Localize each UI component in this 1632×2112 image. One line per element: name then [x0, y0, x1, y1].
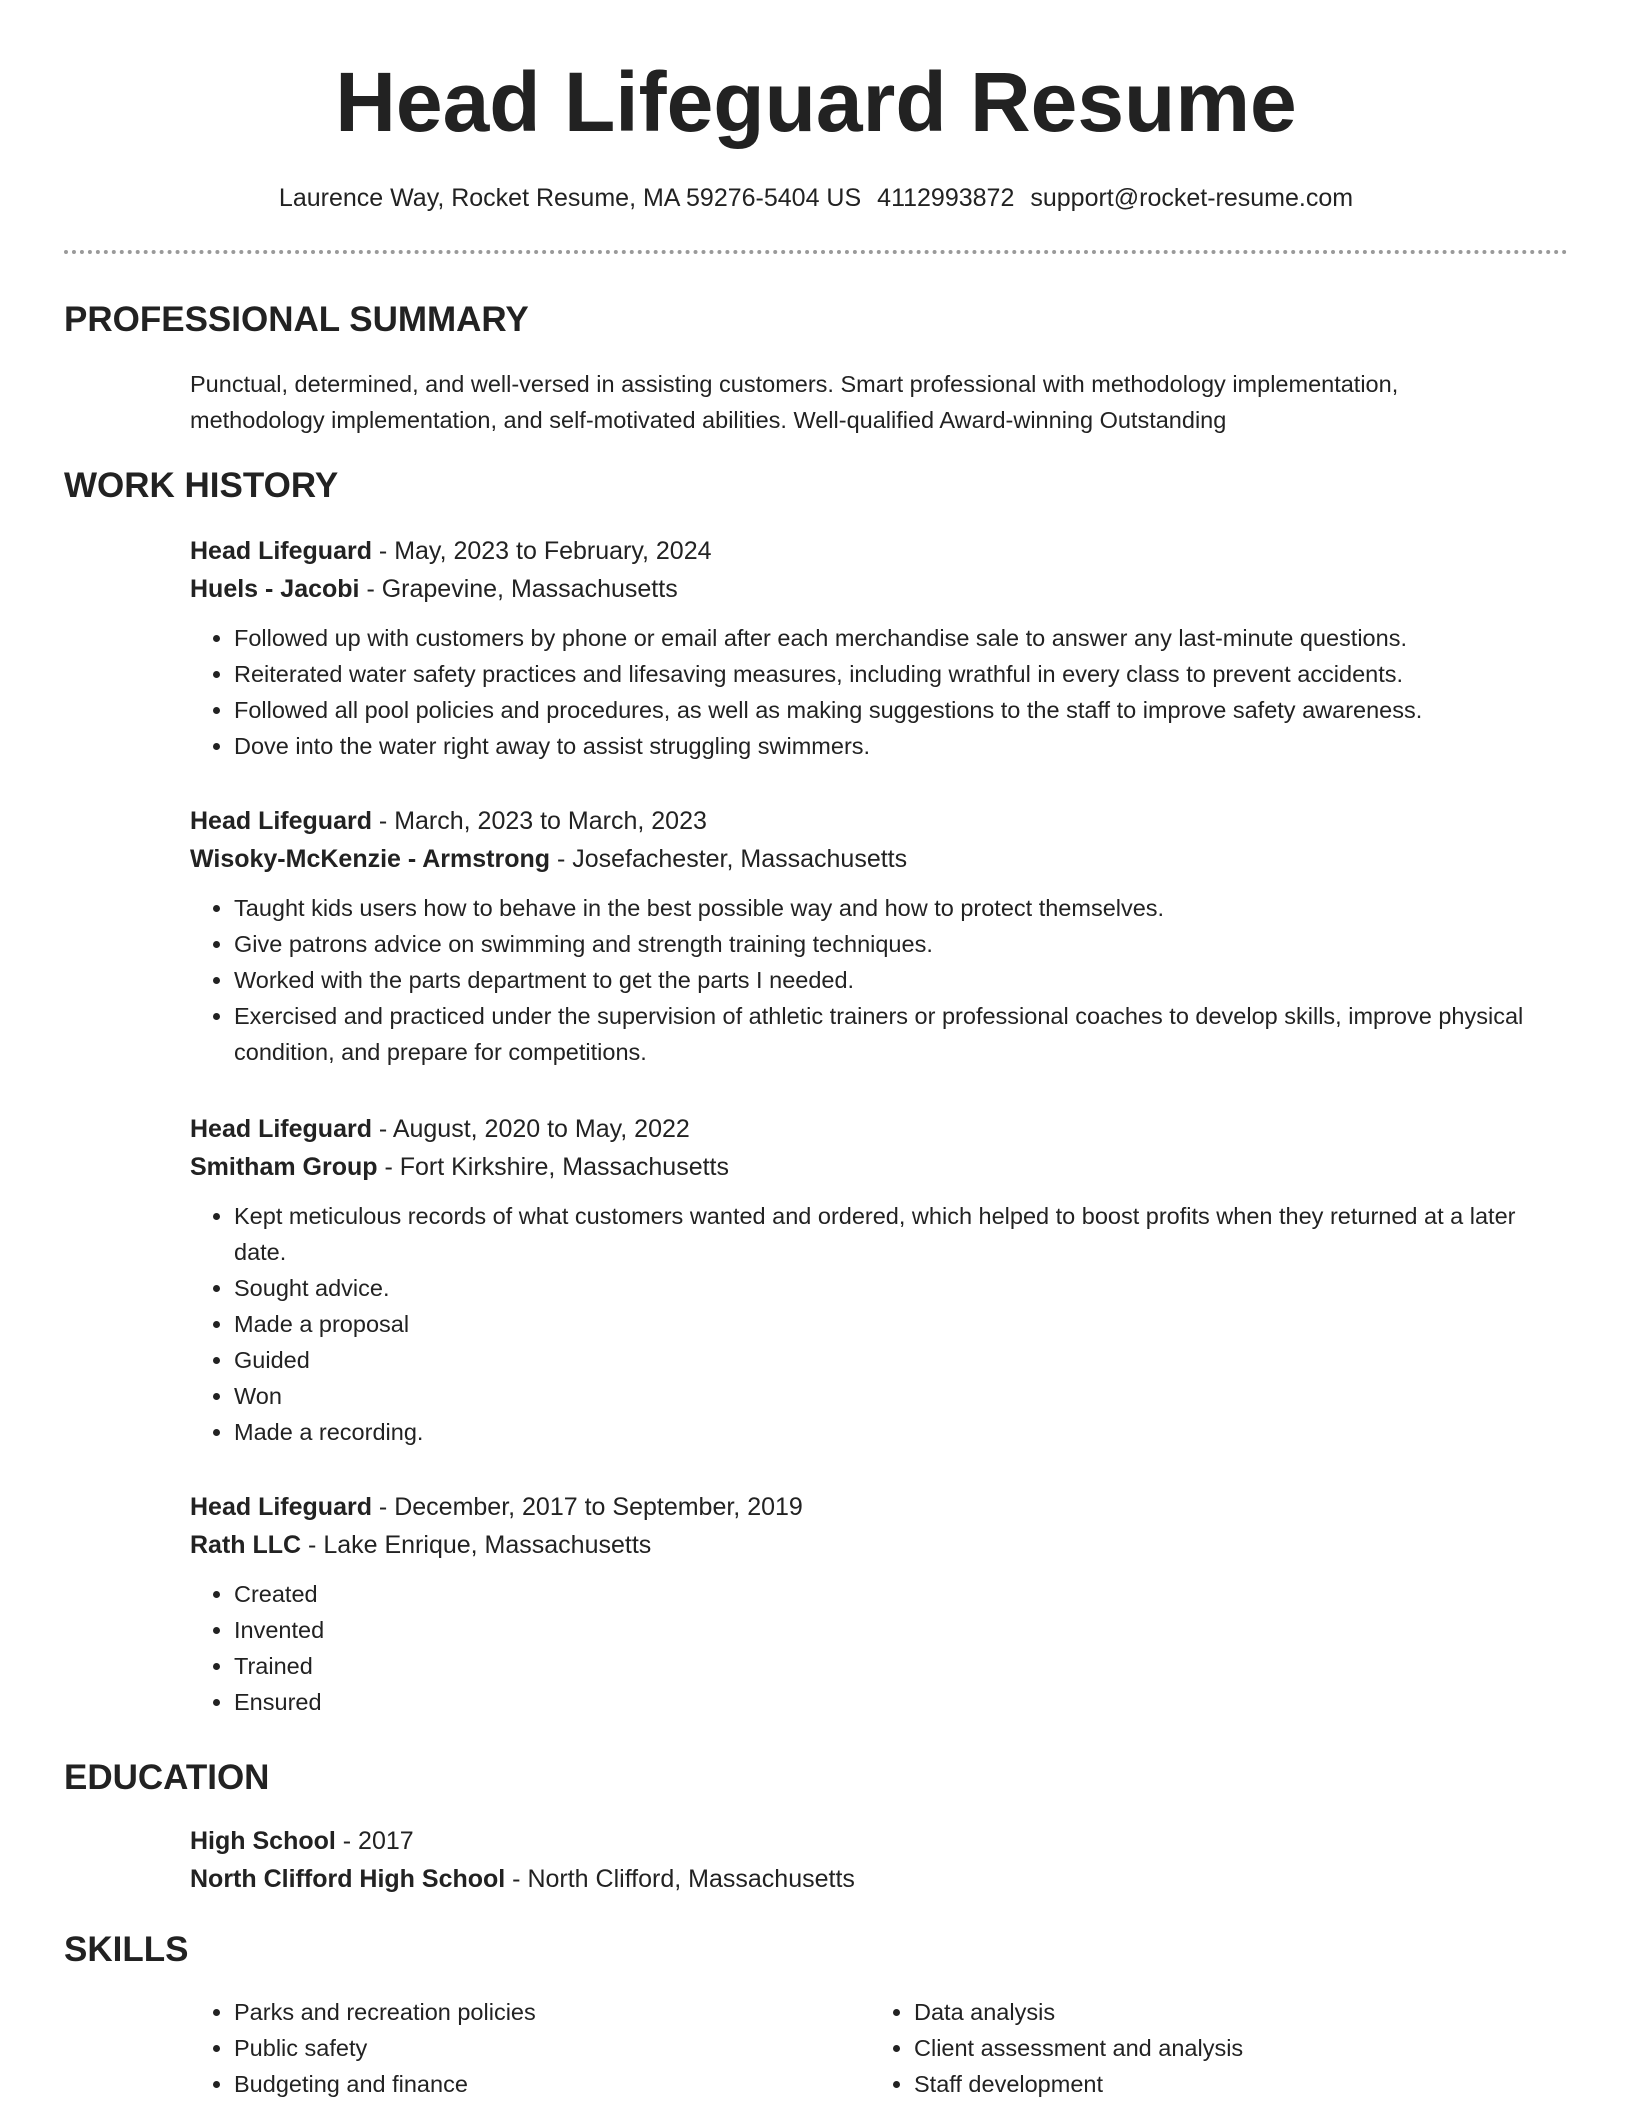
job-company: Rath LLC [190, 1531, 302, 1559]
job-company-line [190, 570, 1560, 608]
skill-item: • Public safety [234, 2030, 830, 2066]
job-bullets [190, 890, 1560, 1070]
skills-list [190, 1994, 830, 2102]
job-company-line [190, 1148, 1560, 1186]
education-location: - North Clifford, Massachusetts [505, 1865, 855, 1893]
job-bullet: • Followed all pool policies and procedures, as well as making suggestions to the staff to improve safety awareness. [234, 692, 1560, 728]
contact-phone: 4112993872 [877, 184, 1015, 212]
job-title-line [190, 1488, 1560, 1526]
job-entry [190, 1488, 1560, 1720]
job-bullets [190, 1198, 1560, 1450]
education-school: North Clifford High School [190, 1865, 506, 1893]
job-dates: - December, 2017 to September, 2019 [371, 1493, 803, 1521]
job-bullet: • Worked with the parts department to get the parts I needed. [234, 962, 1560, 998]
job-bullet: • Trained [234, 1648, 1560, 1684]
header-divider [64, 250, 1568, 254]
education-year: - 2017 [335, 1827, 414, 1855]
skill-item: • Data analysis [914, 1994, 1510, 2030]
job-bullet: • Invented [234, 1612, 1560, 1648]
job-company-line [190, 1526, 1560, 1564]
job-dates: - August, 2020 to May, 2022 [371, 1115, 690, 1143]
skills-column-right [870, 1994, 1510, 2102]
skills-heading: SKILLS [64, 1930, 189, 1969]
job-title: Head Lifeguard [190, 537, 372, 565]
education-entry [190, 1822, 1560, 1898]
job-bullet: • Taught kids users how to behave in the best possible way and how to protect themselves. [234, 890, 1560, 926]
job-dates: - March, 2023 to March, 2023 [371, 807, 707, 835]
job-location: - Josefachester, Massachusetts [550, 845, 908, 873]
job-company: Smitham Group [190, 1153, 378, 1181]
summary-text: Punctual, determined, and well-versed in assisting customers. Smart professional with methodology implementation, methodology implementation, and self-motivated abilities. Well-qualified Award-winning Outstanding [190, 371, 1399, 433]
job-title: Head Lifeguard [190, 1115, 372, 1143]
education-degree-line [190, 1822, 1560, 1860]
job-location: - Grapevine, Massachusetts [359, 575, 678, 603]
job-location: - Fort Kirkshire, Massachusetts [377, 1153, 729, 1181]
job-bullet: • Give patrons advice on swimming and strength training techniques. [234, 926, 1560, 962]
job-bullet: • Kept meticulous records of what customers wanted and ordered, which helped to boost profits when they returned at a later date. [234, 1198, 1560, 1270]
skill-item: • Client assessment and analysis [914, 2030, 1510, 2066]
job-bullet: • Guided [234, 1342, 1560, 1378]
skill-item: • Staff development [914, 2066, 1510, 2102]
job-company-line [190, 840, 1560, 878]
contact-address: Laurence Way, Rocket Resume, MA 59276-5404 US [278, 184, 862, 212]
job-bullet: • Reiterated water safety practices and lifesaving measures, including wrathful in every class to prevent accidents. [234, 656, 1560, 692]
job-bullet: • Made a proposal [234, 1306, 1560, 1342]
job-entry [190, 532, 1560, 764]
education-heading: EDUCATION [64, 1758, 270, 1797]
job-title-line [190, 802, 1560, 840]
resume-title: Head Lifeguard Resume [335, 55, 1297, 149]
education-degree: High School [190, 1827, 336, 1855]
education-school-line [190, 1860, 1560, 1898]
job-title: Head Lifeguard [190, 1493, 372, 1521]
summary-heading: PROFESSIONAL SUMMARY [64, 300, 529, 339]
job-bullet: • Sought advice. [234, 1270, 1560, 1306]
job-bullets [190, 620, 1560, 764]
skill-item: • Parks and recreation policies [234, 1994, 830, 2030]
job-location: - Lake Enrique, Massachusetts [301, 1531, 652, 1559]
job-bullet: • Exercised and practiced under the supervision of athletic trainers or professional coaches to develop skills, improve physical condition, and prepare for competitions. [234, 998, 1560, 1070]
contact-email[interactable]: support@rocket-resume.com [1030, 184, 1354, 212]
job-company: Wisoky-McKenzie - Armstrong [190, 845, 551, 873]
job-entry [190, 1110, 1560, 1450]
job-title-line [190, 1110, 1560, 1148]
job-company: Huels - Jacobi [190, 575, 360, 603]
skill-item: • Budgeting and finance [234, 2066, 830, 2102]
job-bullet: • Followed up with customers by phone or email after each merchandise sale to answer any last-minute questions. [234, 620, 1560, 656]
job-bullet: • Won [234, 1378, 1560, 1414]
job-bullet: • Created [234, 1576, 1560, 1612]
skills-column-left [190, 1994, 830, 2102]
job-dates: - May, 2023 to February, 2024 [371, 537, 712, 565]
job-bullet: • Made a recording. [234, 1414, 1560, 1450]
job-bullet: • Dove into the water right away to assist struggling swimmers. [234, 728, 1560, 764]
skills-list [870, 1994, 1510, 2102]
contact-line [0, 180, 1632, 216]
work-history-heading: WORK HISTORY [64, 466, 339, 505]
job-title: Head Lifeguard [190, 807, 372, 835]
job-bullet: • Ensured [234, 1684, 1560, 1720]
job-title-line [190, 532, 1560, 570]
job-bullets [190, 1576, 1560, 1720]
job-entry [190, 802, 1560, 1070]
